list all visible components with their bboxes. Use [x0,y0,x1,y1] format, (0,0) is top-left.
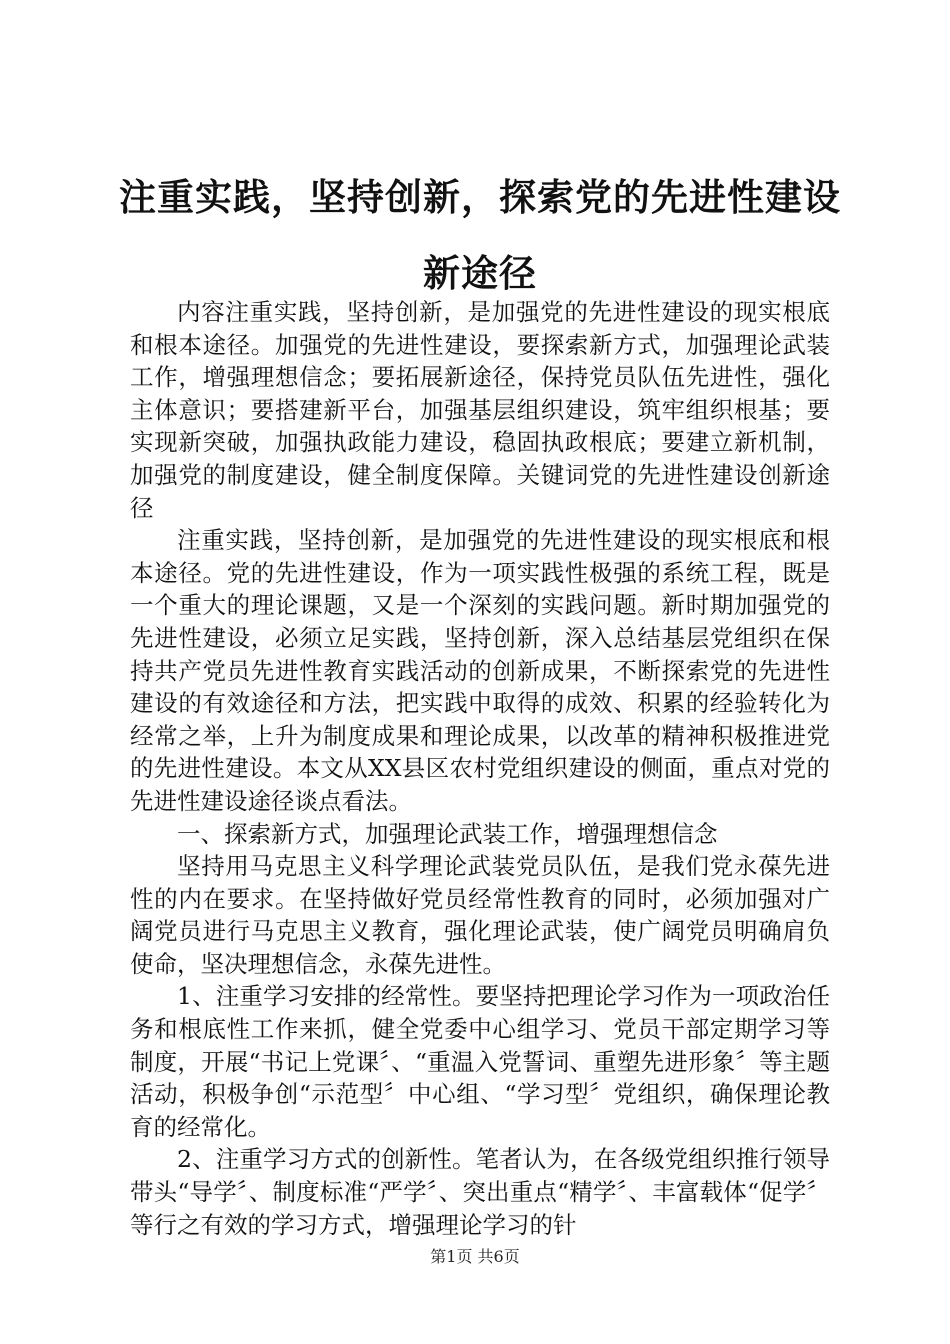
paragraph-intro: 注重实践，坚持创新，是加强党的先进性建设的现实根底和根本途径。党的先进性建设，作为一项实践性极强的系统工程，既是一个重大的理论课题，又是一个深刻的实践问题。新时期加强党的先进性建设，必须立足实践，坚持创新，深入总结基层党组织在保持共产党员先进性教育实践活动的创新成果，不断探索党的先进性建设的有效途径和方法，把实践中取得的成效、积累的经验转化为经常之举，上升为制度成果和理论成果，以改革的精神积极推进党的先进性建设。本文从XX县区农村党组织建设的侧面，重点对党的先进性建设途径谈点看法。 [130,526,830,815]
paragraph-section-1: 坚持用马克思主义科学理论武装党员队伍，是我们党永葆先进性的内在要求。在坚持做好党员经常性教育的同时，必须加强对广阔党员进行马克思主义教育，强化理论武装，使广阔党员明确肩负使命，坚决理想信念，永葆先进性。 [130,852,830,978]
paragraph-item-2: 2、注重学习方式的创新性。笔者认为，在各级党组织推行领导带头“导学〞、制度标准“严学〞、突出重点“精学〞、丰富载体“促学〞等行之有效的学习方式，增强理论学习的针 [130,1145,830,1239]
document-title: 注重实践，坚持创新，探索党的先进性建设新途径 [119,176,841,295]
page-footer [0,1247,950,1267]
paragraph-item-1: 1、注重学习安排的经常性。要坚持把理论学习作为一项政治任务和根底性工作来抓，健全党委中心组学习、党员干部定期学习等制度，开展“书记上党课〞、“重温入党誓词、重塑先进形象〞等主题活动，积极争创“示范型〞中心组、“学习型〞党组织，确保理论教育的经常化。 [130,982,830,1141]
page-number-label: 第1页 共6页 [430,1247,520,1266]
section-heading-1: 一、探索新方式，加强理论武装工作，增强理想信念 [177,819,718,848]
document-body [130,296,830,1241]
paragraph-abstract: 内容注重实践，坚持创新，是加强党的先进性建设的现实根底和根本途径。加强党的先进性建设，要探索新方式，加强理论武装工作，增强理想信念；要拓展新途径，保持党员队伍先进性，强化主体意识；要搭建新平台，加强基层组织建设，筑牢组织根基；要实现新突破，加强执政能力建设，稳固执政根底；要建立新机制，加强党的制度建设，健全制度保障。关键词党的先进性建设创新途径 [130,298,830,522]
